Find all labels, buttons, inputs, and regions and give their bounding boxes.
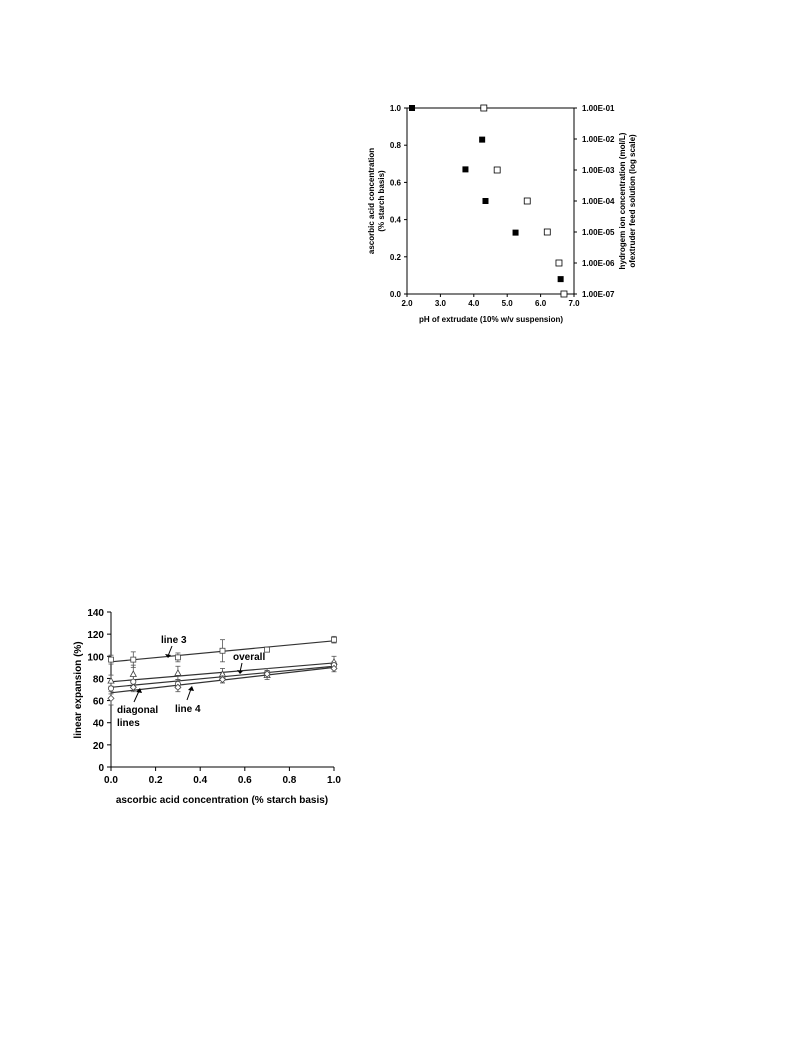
annotation-line-3-arrow <box>168 646 172 656</box>
chart1-point-filled-square <box>479 137 485 143</box>
chart2-point-open-square <box>265 647 270 652</box>
chart1-y2-tick-label: 1.00E-01 <box>582 104 615 113</box>
chart2-y-tick-label: 100 <box>87 652 104 664</box>
chart2-point-open-square <box>220 648 225 653</box>
annotation-diagonal: diagonal <box>117 705 159 716</box>
annotation-line-4-arrowhead <box>188 686 194 691</box>
chart1-x-tick-label: 3.0 <box>434 299 446 308</box>
chart1-point-open-square <box>556 260 562 266</box>
chart2-y-tick-label: 120 <box>87 630 104 642</box>
chart2-point-open-circle <box>131 679 136 684</box>
chart1-x-tick-label: 6.0 <box>535 299 547 308</box>
chart1-point-filled-square <box>558 276 564 282</box>
chart2-point-open-square <box>131 657 136 662</box>
chart1-y-tick-label: 0.8 <box>389 141 401 151</box>
chart1-point-filled-square <box>409 105 415 111</box>
chart1-y-tick-label: 1.0 <box>389 104 401 113</box>
annotation-line-4-arrow <box>187 689 191 700</box>
chart2-x-tick-label: 0.4 <box>193 775 208 786</box>
chart1-point-open-square <box>544 229 550 235</box>
chart1-y2-tick-label: 1.00E-07 <box>582 290 615 299</box>
chart1-x-tick-label: 2.0 <box>401 299 413 308</box>
chart2-x-tick-label: 0.2 <box>148 775 163 786</box>
annotation-lines: lines <box>117 718 140 729</box>
chart2-y-tick-label: 40 <box>92 718 104 730</box>
chart2-point-open-circle <box>108 686 113 691</box>
chart1-axes <box>407 108 574 294</box>
chart2-x-tick-label: 0.6 <box>237 775 252 786</box>
chart1-point-filled-square <box>482 198 488 204</box>
chart2-x-ticks <box>104 767 341 786</box>
chart2-y-tick-label: 20 <box>92 740 104 752</box>
annotation-line-3: line 3 <box>161 635 187 646</box>
chart1-y2-tick-label: 1.00E-06 <box>582 259 615 268</box>
chart1-x-tick-label: 7.0 <box>568 299 580 308</box>
annotation-diagonal-arrowhead <box>136 688 142 693</box>
chart2-x-tick-label: 0.8 <box>282 775 297 786</box>
chart1-x-ticks <box>401 294 580 308</box>
ph-scatter-chart <box>0 0 793 360</box>
chart1-y2-tick-label: 1.00E-02 <box>582 135 615 144</box>
chart1-y-tick-label: 0.0 <box>389 290 401 299</box>
chart2-x-axis-label: ascorbic acid concentration (% starch basis) <box>115 795 329 806</box>
chart2-point-open-triangle <box>175 670 181 676</box>
chart1-y-tick-label: 0.4 <box>389 215 401 225</box>
chart2-point-open-square <box>175 655 180 660</box>
chart2-y-tick-label: 60 <box>92 696 104 708</box>
annotation-overall: overall <box>233 652 266 663</box>
chart1-point-filled-square <box>513 230 519 236</box>
chart1-y-ticks <box>390 104 407 299</box>
chart2-x-tick-label: 1.0 <box>327 775 341 786</box>
chart1-point-open-square <box>524 198 530 204</box>
chart1-point-open-square <box>561 291 567 297</box>
chart2-x-tick-label: 0.0 <box>104 775 118 786</box>
chart2-y-ticks <box>87 608 111 774</box>
chart1-y-tick-label: 0.2 <box>389 252 401 262</box>
chart1-point-filled-square <box>462 166 468 172</box>
chart1-y2-tick-label: 1.00E-04 <box>582 197 615 206</box>
chart1-y2-axis-label-line1: hydrogem ion concentration (mol/L) <box>618 132 627 270</box>
chart1-y-tick-label: 0.6 <box>389 178 401 188</box>
chart1-plot-frame <box>407 108 574 294</box>
chart1-x-tick-label: 4.0 <box>468 299 480 308</box>
chart1-point-open-square <box>481 105 487 111</box>
chart1-y2-tick-label: 1.00E-03 <box>582 166 615 175</box>
chart1-y-axis-label-line1: ascorbic acid concentration <box>367 147 376 255</box>
chart2-point-open-square <box>109 657 114 662</box>
chart2-y-tick-label: 80 <box>92 674 104 686</box>
chart1-y-axis-label-line2: (% starch basis) <box>377 170 386 232</box>
annotation-line-4: line 4 <box>175 704 201 715</box>
linear-expansion-chart <box>0 590 793 870</box>
chart1-point-open-square <box>494 167 500 173</box>
chart1-y2-axis-label-line2: ofextruder feed solution (log scale) <box>628 134 637 268</box>
chart1-x-axis-label: pH of extrudate (10% w/v suspension) <box>418 315 564 324</box>
chart1-y2-ticks <box>574 104 615 299</box>
annotation-diagonal-arrow <box>134 691 139 702</box>
chart2-point-open-triangle <box>130 671 136 677</box>
chart2-y-axis-label: linear expansion (%) <box>73 641 84 739</box>
chart2-y-tick-label: 0 <box>98 763 104 774</box>
chart2-point-open-square <box>332 637 337 642</box>
chart1-y2-tick-label: 1.00E-05 <box>582 228 615 237</box>
chart1-points <box>409 105 567 297</box>
chart2-y-tick-label: 140 <box>87 608 104 619</box>
chart1-x-tick-label: 5.0 <box>501 299 513 308</box>
